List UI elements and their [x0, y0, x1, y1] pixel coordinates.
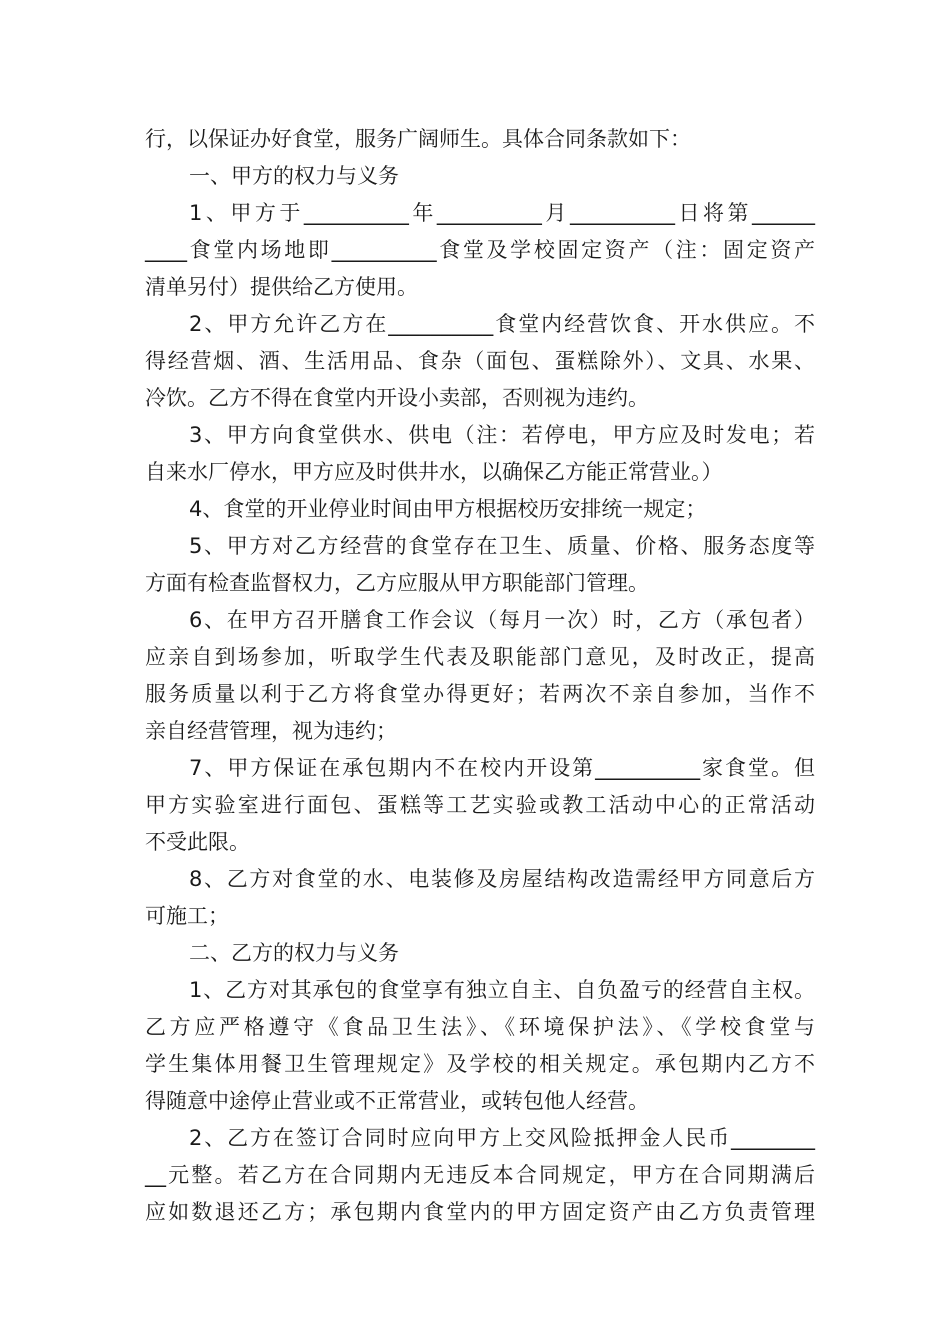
- text-line: 冷饮。乙方不得在食堂内开设小卖部，否则视为违约。: [145, 386, 649, 410]
- text-line: 应如数退还乙方；承包期内食堂内的甲方固定资产由乙方负责管理: [145, 1200, 815, 1224]
- text-line: 2、乙方在签订合同时应向甲方上交风险抵押金人民币________: [189, 1126, 815, 1150]
- text-line: 5、甲方对乙方经营的食堂存在卫生、质量、价格、服务态度等: [189, 534, 815, 558]
- text-line: 应亲自到场参加，听取学生代表及职能部门意见，及时改正，提高: [145, 645, 815, 669]
- text-line: 4、食堂的开业停业时间由甲方根据校历安排统一规定；: [189, 497, 707, 521]
- text-line: 1、乙方对其承包的食堂享有独立自主、自负盈亏的经营自主权。: [189, 978, 815, 1002]
- text-line: 7、甲方保证在承包期内不在校内开设第__________家食堂。但: [189, 756, 815, 780]
- text-line: 乙方应严格遵守《食品卫生法》、《环境保护法》、《学校食堂与: [145, 1015, 815, 1039]
- text-line: 自来水厂停水，甲方应及时供井水，以确保乙方能正常营业。）: [145, 460, 723, 484]
- text-line: 得经营烟、酒、生活用品、食杂（面包、蛋糕除外）、文具、水果、: [145, 349, 815, 373]
- text-line: 行，以保证办好食堂，服务广阔师生。具体合同条款如下：: [145, 127, 691, 151]
- text-line: 方面有检查监督权力，乙方应服从甲方职能部门管理。: [145, 571, 649, 595]
- text-line: 可施工；: [145, 904, 229, 928]
- text-line: 1、甲方于__________年__________月__________日将第______: [189, 201, 815, 225]
- text-line: 3、甲方向食堂供水、供电（注：若停电，甲方应及时发电；若: [189, 423, 815, 447]
- text-line: 一、甲方的权力与义务: [189, 164, 399, 188]
- text-line: 亲自经营管理，视为违约；: [145, 719, 397, 743]
- text-line: 6、在甲方召开膳食工作会议（每月一次）时，乙方（承包者）: [189, 608, 815, 632]
- text-line: 甲方实验室进行面包、蛋糕等工艺实验或教工活动中心的正常活动: [145, 793, 815, 817]
- text-line: ____食堂内场地即__________食堂及学校固定资产（注：固定资产: [145, 238, 815, 262]
- text-line: 不受此限。: [145, 830, 250, 854]
- text-line: 2、甲方允许乙方在__________食堂内经营饮食、开水供应。不: [189, 312, 815, 336]
- document-body: [145, 121, 815, 1231]
- text-line: 学生集体用餐卫生管理规定》及学校的相关规定。承包期内乙方不: [145, 1052, 815, 1076]
- text-line: __元整。若乙方在合同期内无违反本合同规定，甲方在合同期满后: [145, 1163, 815, 1187]
- text-line: 得随意中途停止营业或不正常营业，或转包他人经营。: [145, 1089, 649, 1113]
- text-line: 8、乙方对食堂的水、电装修及房屋结构改造需经甲方同意后方: [189, 867, 815, 891]
- text-line: 清单另付）提供给乙方使用。: [145, 275, 418, 299]
- text-line: 二、乙方的权力与义务: [189, 941, 399, 965]
- text-line: 服务质量以利于乙方将食堂办得更好；若两次不亲自参加，当作不: [145, 682, 815, 706]
